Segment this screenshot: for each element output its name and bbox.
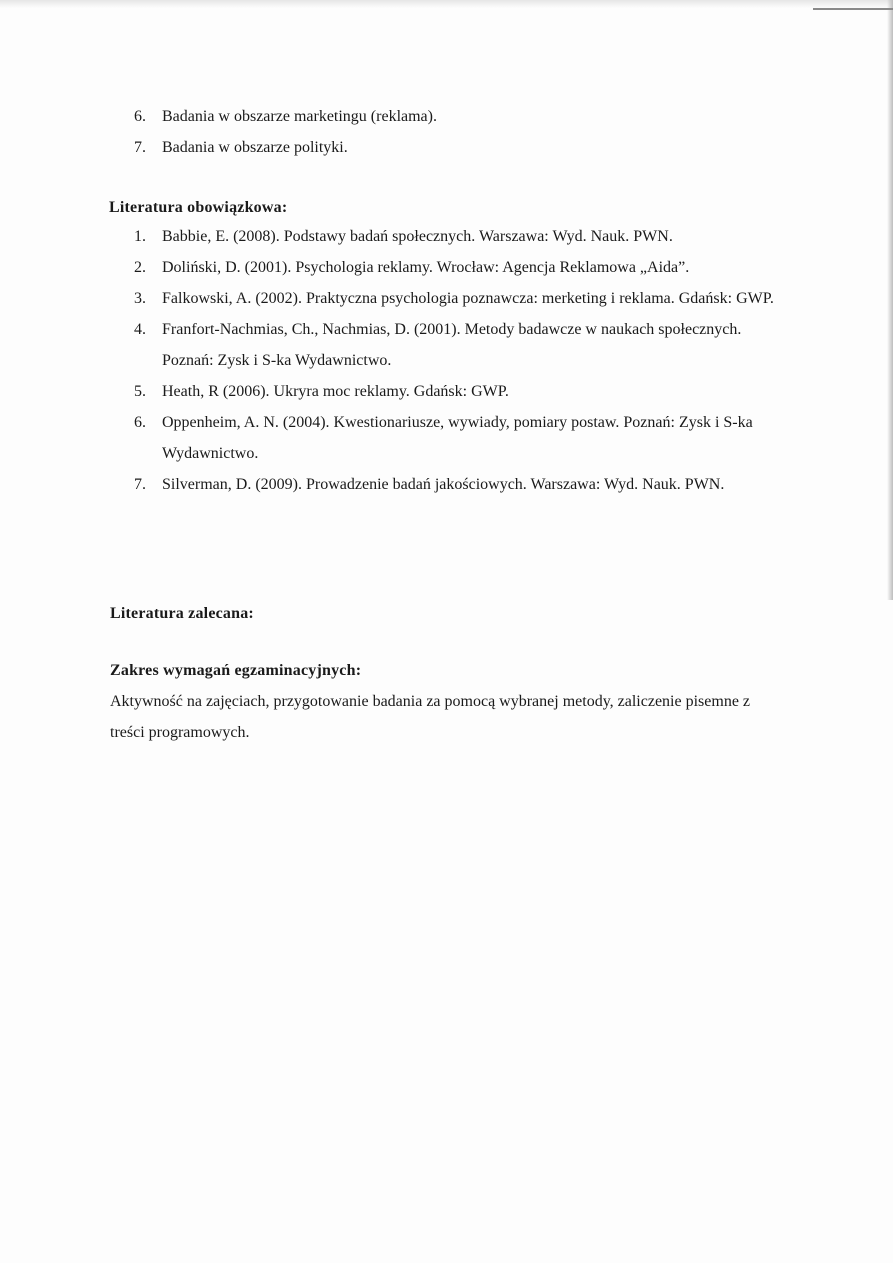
item-number: 4.	[134, 321, 146, 338]
item-text: Falkowski, A. (2002). Praktyczna psychologia poznawcza: merketing i reklama. Gdańsk: GWP.	[162, 290, 774, 307]
item-number: 6.	[134, 414, 146, 431]
item-text: Badania w obszarze polityki.	[162, 139, 348, 156]
item-text: Franfort-Nachmias, Ch., Nachmias, D. (2001). Metody badawcze w naukach społecznych. Poznań: Zysk i S-ka Wydawnictwo.	[162, 321, 742, 369]
item-number: 1.	[134, 228, 146, 245]
required-literature-heading: Literatura obowiązkowa:	[109, 199, 288, 216]
list-item	[134, 469, 787, 500]
list-item	[134, 221, 787, 252]
list-item	[134, 283, 787, 314]
item-text: Oppenheim, A. N. (2004). Kwestionariusze, wywiady, pomiary postaw. Poznań: Zysk i S-ka Wydawnictwo.	[162, 414, 753, 462]
item-text: Doliński, D. (2001). Psychologia reklamy. Wrocław: Agencja Reklamowa „Aida”.	[162, 259, 690, 276]
exam-requirements-heading: Zakres wymagań egzaminacyjnych:	[110, 662, 362, 679]
list-item	[134, 252, 787, 283]
topics-list-continued	[134, 101, 787, 163]
list-item	[134, 132, 787, 163]
list-item	[134, 101, 787, 132]
list-item	[134, 314, 787, 376]
required-literature-list	[134, 221, 787, 500]
item-number: 6.	[134, 108, 146, 125]
recommended-literature-heading: Literatura zalecana:	[110, 605, 254, 622]
exam-requirements-text: Aktywność na zajęciach, przygotowanie badania za pomocą wybranej metody, zaliczenie pisemne z treści programowych.	[110, 693, 751, 741]
item-text: Babbie, E. (2008). Podstawy badań społecznych. Warszawa: Wyd. Nauk. PWN.	[162, 228, 673, 245]
item-number: 7.	[134, 139, 146, 156]
item-text: Badania w obszarze marketingu (reklama).	[162, 108, 437, 125]
item-number: 7.	[134, 476, 146, 493]
item-text: Silverman, D. (2009). Prowadzenie badań jakościowych. Warszawa: Wyd. Nauk. PWN.	[162, 476, 725, 493]
list-item	[134, 376, 787, 407]
item-number: 3.	[134, 290, 146, 307]
item-number: 5.	[134, 383, 146, 400]
item-text: Heath, R (2006). Ukryra moc reklamy. Gdańsk: GWP.	[162, 383, 509, 400]
list-item	[134, 407, 787, 469]
item-number: 2.	[134, 259, 146, 276]
